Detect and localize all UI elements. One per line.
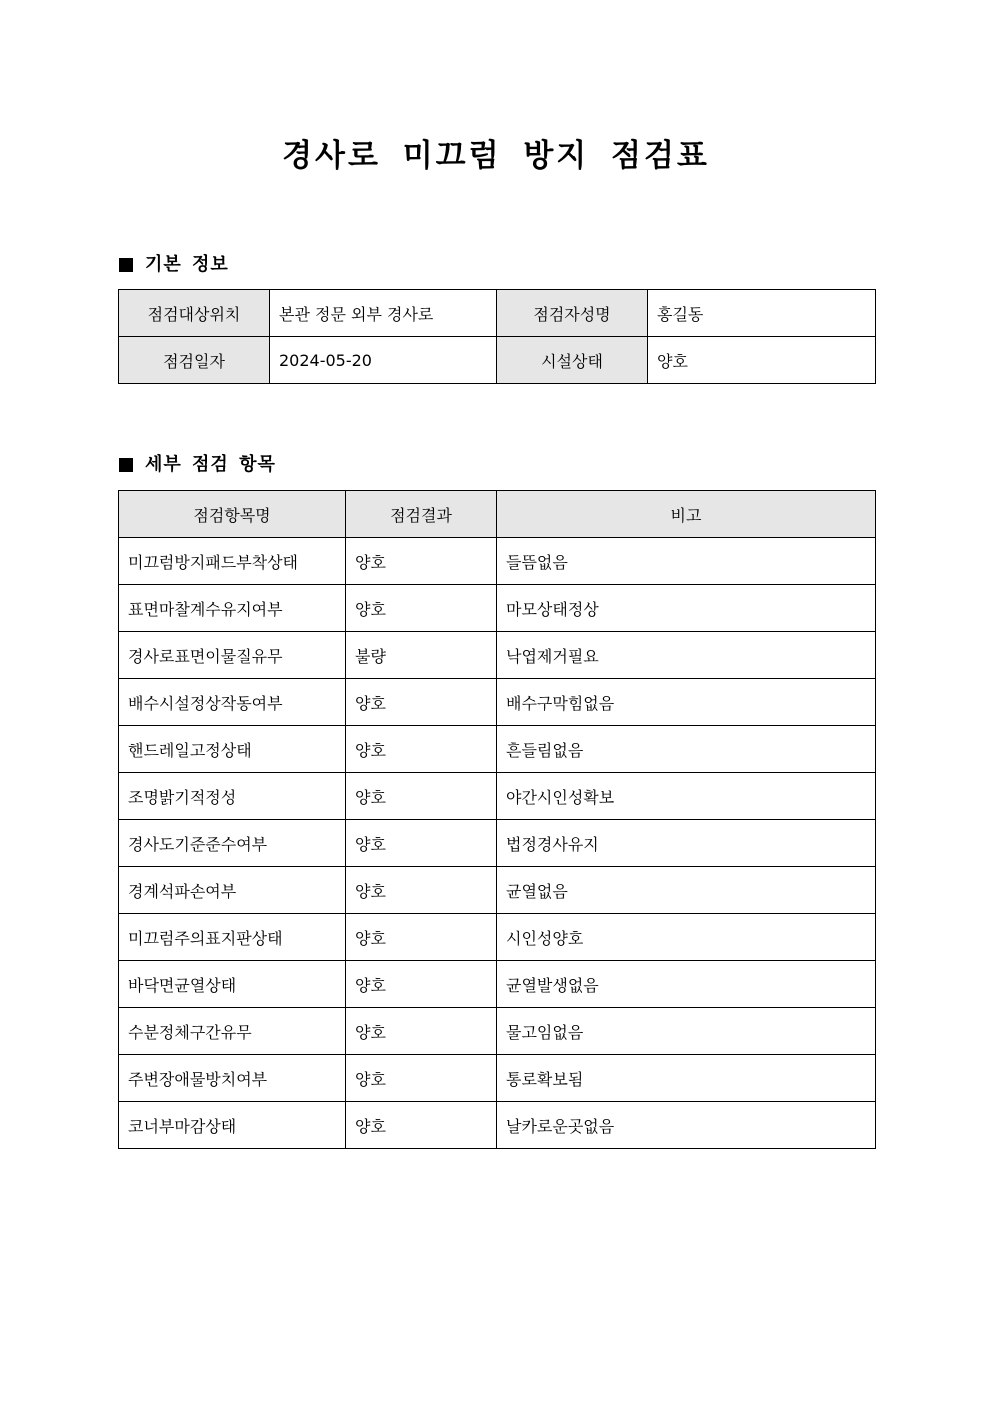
remarks-cell: 균열없음 bbox=[497, 867, 876, 914]
table-row bbox=[119, 820, 876, 867]
column-header-remarks: 비고 bbox=[497, 491, 876, 538]
item-name-cell: 경사로표면이물질유무 bbox=[119, 632, 346, 679]
item-name-cell: 조명밝기적정성 bbox=[119, 773, 346, 820]
table-row bbox=[119, 1055, 876, 1102]
table-row bbox=[119, 632, 876, 679]
basic-info-label: 점검일자 bbox=[119, 337, 270, 384]
remarks-cell: 시인성양호 bbox=[497, 914, 876, 961]
result-cell: 양호 bbox=[346, 1008, 497, 1055]
basic-info-row bbox=[119, 290, 876, 337]
section-heading-basic-info bbox=[119, 253, 229, 277]
basic-info-label: 점검대상위치 bbox=[119, 290, 270, 337]
result-cell: 양호 bbox=[346, 820, 497, 867]
item-name-cell: 경계석파손여부 bbox=[119, 867, 346, 914]
result-cell: 양호 bbox=[346, 1102, 497, 1149]
result-cell: 양호 bbox=[346, 585, 497, 632]
basic-info-value: 양호 bbox=[648, 337, 876, 384]
square-bullet-icon bbox=[119, 258, 133, 272]
column-header-item: 점검항목명 bbox=[119, 491, 346, 538]
result-cell: 양호 bbox=[346, 914, 497, 961]
remarks-cell: 들뜸없음 bbox=[497, 538, 876, 585]
basic-info-label: 시설상태 bbox=[497, 337, 648, 384]
remarks-cell: 통로확보됨 bbox=[497, 1055, 876, 1102]
result-cell: 불량 bbox=[346, 632, 497, 679]
table-row bbox=[119, 961, 876, 1008]
result-cell: 양호 bbox=[346, 726, 497, 773]
square-bullet-icon bbox=[119, 458, 133, 472]
item-name-cell: 수분정체구간유무 bbox=[119, 1008, 346, 1055]
remarks-cell: 야간시인성확보 bbox=[497, 773, 876, 820]
section-heading-details bbox=[119, 453, 276, 477]
column-header-result: 점검결과 bbox=[346, 491, 497, 538]
table-row bbox=[119, 585, 876, 632]
table-row bbox=[119, 867, 876, 914]
item-name-cell: 코너부마감상태 bbox=[119, 1102, 346, 1149]
basic-info-table bbox=[118, 289, 876, 384]
document-title: 경사로 미끄럼 방지 점검표 bbox=[282, 138, 710, 174]
remarks-cell: 배수구막힘없음 bbox=[497, 679, 876, 726]
item-name-cell: 미끄럼주의표지판상태 bbox=[119, 914, 346, 961]
table-row bbox=[119, 679, 876, 726]
item-name-cell: 표면마찰계수유지여부 bbox=[119, 585, 346, 632]
item-name-cell: 핸드레일고정상태 bbox=[119, 726, 346, 773]
result-cell: 양호 bbox=[346, 961, 497, 1008]
remarks-cell: 균열발생없음 bbox=[497, 961, 876, 1008]
table-row bbox=[119, 538, 876, 585]
item-name-cell: 배수시설정상작동여부 bbox=[119, 679, 346, 726]
basic-info-value: 본관 정문 외부 경사로 bbox=[270, 290, 497, 337]
basic-info-value: 2024-05-20 bbox=[270, 337, 497, 384]
result-cell: 양호 bbox=[346, 538, 497, 585]
item-name-cell: 바닥면균열상태 bbox=[119, 961, 346, 1008]
table-row bbox=[119, 1102, 876, 1149]
remarks-cell: 물고임없음 bbox=[497, 1008, 876, 1055]
result-cell: 양호 bbox=[346, 773, 497, 820]
detail-header-row bbox=[119, 491, 876, 538]
section-heading-label: 기본 정보 bbox=[145, 254, 229, 275]
remarks-cell: 낙엽제거필요 bbox=[497, 632, 876, 679]
table-row bbox=[119, 773, 876, 820]
table-row bbox=[119, 1008, 876, 1055]
table-row bbox=[119, 914, 876, 961]
result-cell: 양호 bbox=[346, 679, 497, 726]
basic-info-value: 홍길동 bbox=[648, 290, 876, 337]
remarks-cell: 마모상태정상 bbox=[497, 585, 876, 632]
result-cell: 양호 bbox=[346, 1055, 497, 1102]
remarks-cell: 법정경사유지 bbox=[497, 820, 876, 867]
basic-info-row bbox=[119, 337, 876, 384]
item-name-cell: 경사도기준준수여부 bbox=[119, 820, 346, 867]
remarks-cell: 흔들림없음 bbox=[497, 726, 876, 773]
section-heading-label: 세부 점검 항목 bbox=[145, 454, 276, 475]
remarks-cell: 날카로운곳없음 bbox=[497, 1102, 876, 1149]
detail-inspection-table bbox=[118, 490, 876, 1149]
item-name-cell: 주변장애물방치여부 bbox=[119, 1055, 346, 1102]
basic-info-label: 점검자성명 bbox=[497, 290, 648, 337]
result-cell: 양호 bbox=[346, 867, 497, 914]
table-row bbox=[119, 726, 876, 773]
item-name-cell: 미끄럼방지패드부착상태 bbox=[119, 538, 346, 585]
